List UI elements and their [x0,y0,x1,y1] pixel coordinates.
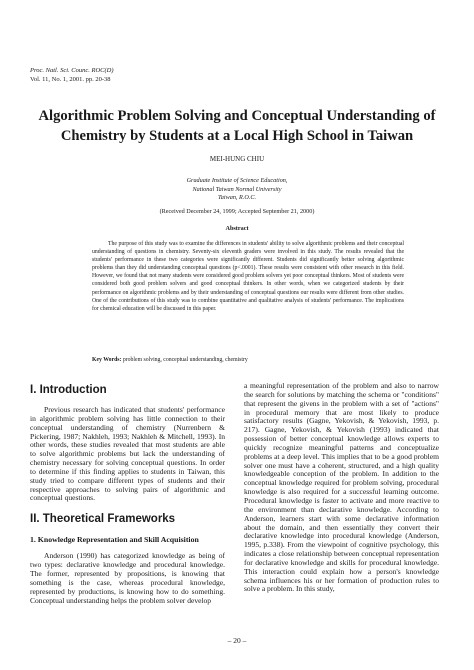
section-heading-theoretical-frameworks: II. Theoretical Frameworks [30,513,176,526]
keywords-label: Key Words: [92,357,122,363]
journal-citation [30,67,114,84]
journal-volume: Vol. 11, No. 1, 2001. pp. 20-38 [30,75,111,83]
subsection-heading-knowledge-representation: 1. Knowledge Representation and Skill Acquisition [30,535,199,545]
page-number: – 20 – [227,636,247,645]
affiliation-line-3: Taiwan, R.O.C. [217,194,257,202]
knowledge-representation-paragraph: Anderson (1990) has categorized knowledge as being of two types: declarative knowledge and procedural knowledge. The former, represented by propositions, is knowing that something is the case, whereas procedural knowledge, represented by productions, is knowing how to do something. Conceptual understanding helps the problem solver develop [30,551,225,605]
section-heading-introduction: I. Introduction [30,384,107,396]
keywords [92,356,404,364]
paper-title [30,106,444,146]
right-column-paragraph: a meaningful representation of the problem and also to narrow the search for solutions by matching the schema or "conditions" that represent the givens in the problem with a set of "actions" in procedural memory that are most likely to produce satisfactory results (Gagne, Yekovish, & Yekovish, 1993, p. 217). Gagne, Yekovish, & Yekovish (1993) indicated that possession of better conceptual knowledge allows experts to quickly recognize meaningful patterns and conceptualize problems at a deep level. This implies that to be a good problem solver one must have a coherent, structured, and a high quality knowledgeable conception of the problem. In addition to the conceptual knowledge required for problem solving, procedural knowledge is also required for a successful learning outcome. Procedural knowledge is faster to activate and more reactive to the environment than declarative knowledge. According to Anderson, learners start with some declarative information about the domain, and then essentially they convert their declarative knowledge into procedural knowledge (Anderson, 1995, p.338). From the viewpoint of cognitive psychology, this indicates a close relationship between conceptual representation for declarative knowledge and skills for procedural knowledge. This interaction could explain how a person's knowledge schema influences his or her formation of production rules to solve a problem. In this study, [244,381,439,594]
author-name: MEI-HUNG CHIU [209,155,265,163]
title-line-2: Chemistry by Students at a Local High School in Taiwan [60,128,414,144]
left-column [30,382,225,605]
abstract-body: The purpose of this study was to examine the differences in students' ability to solve algorithmic problems and their conceptual understanding of questions in chemistry. Seventy-six eleventh graders were involved in this study. The results revealed that the students' performance in these two categories were significantly different. Students did significantly better solving algorithmic problems than they did understanding conceptual questions (p<.0001). These results were consistent with other research in this field. However, we found that not many students were considered good problem solvers yet poor conceptual thinkers. Most of students were considered both good problem solvers and good conceptual thinkers. In other words, when we categorized students by their performance on algorithmic problems and by their understanding of conceptual questions our results were different from other studies. One of the contributions of this study was to combine quantitative and qualitative analysis of students' performance. The implications for chemical education will be discussed in this paper. [92,241,404,312]
title-line-1: Algorithmic Problem Solving and Conceptual Understanding of [38,108,436,124]
journal-name: Proc. Natl. Sci. Counc. ROC(D) [30,67,114,74]
right-column [244,382,439,594]
affiliation-line-1: Graduate Institute of Science Education, [186,177,288,184]
abstract-heading: Abstract [225,225,249,232]
author-affiliation [30,177,444,203]
affiliation-line-2: National Taiwan Normal University [192,185,282,193]
keywords-text: problem solving, conceptual understanding, chemistry [122,357,248,363]
introduction-paragraph: Previous research has indicated that students' performance in algorithmic problem solving has little connection to their conceptual understanding of chemistry (Nurrenbern & Pickering, 1987; Nakhleh, 1993; Nakhleh & Mitchell, 1993). In other words, these studies revealed that most students are able to solve algorithmic problems but lack the understanding of chemistry necessary for solving conceptual questions. In order to determine if this finding applies to students in Taiwan, this study tried to compare different types of students and their respective approaches to solving pairs of algorithmic and conceptual questions. [30,405,225,503]
received-dates: (Received December 24, 1999; Accepted September 21, 2000) [159,208,315,215]
